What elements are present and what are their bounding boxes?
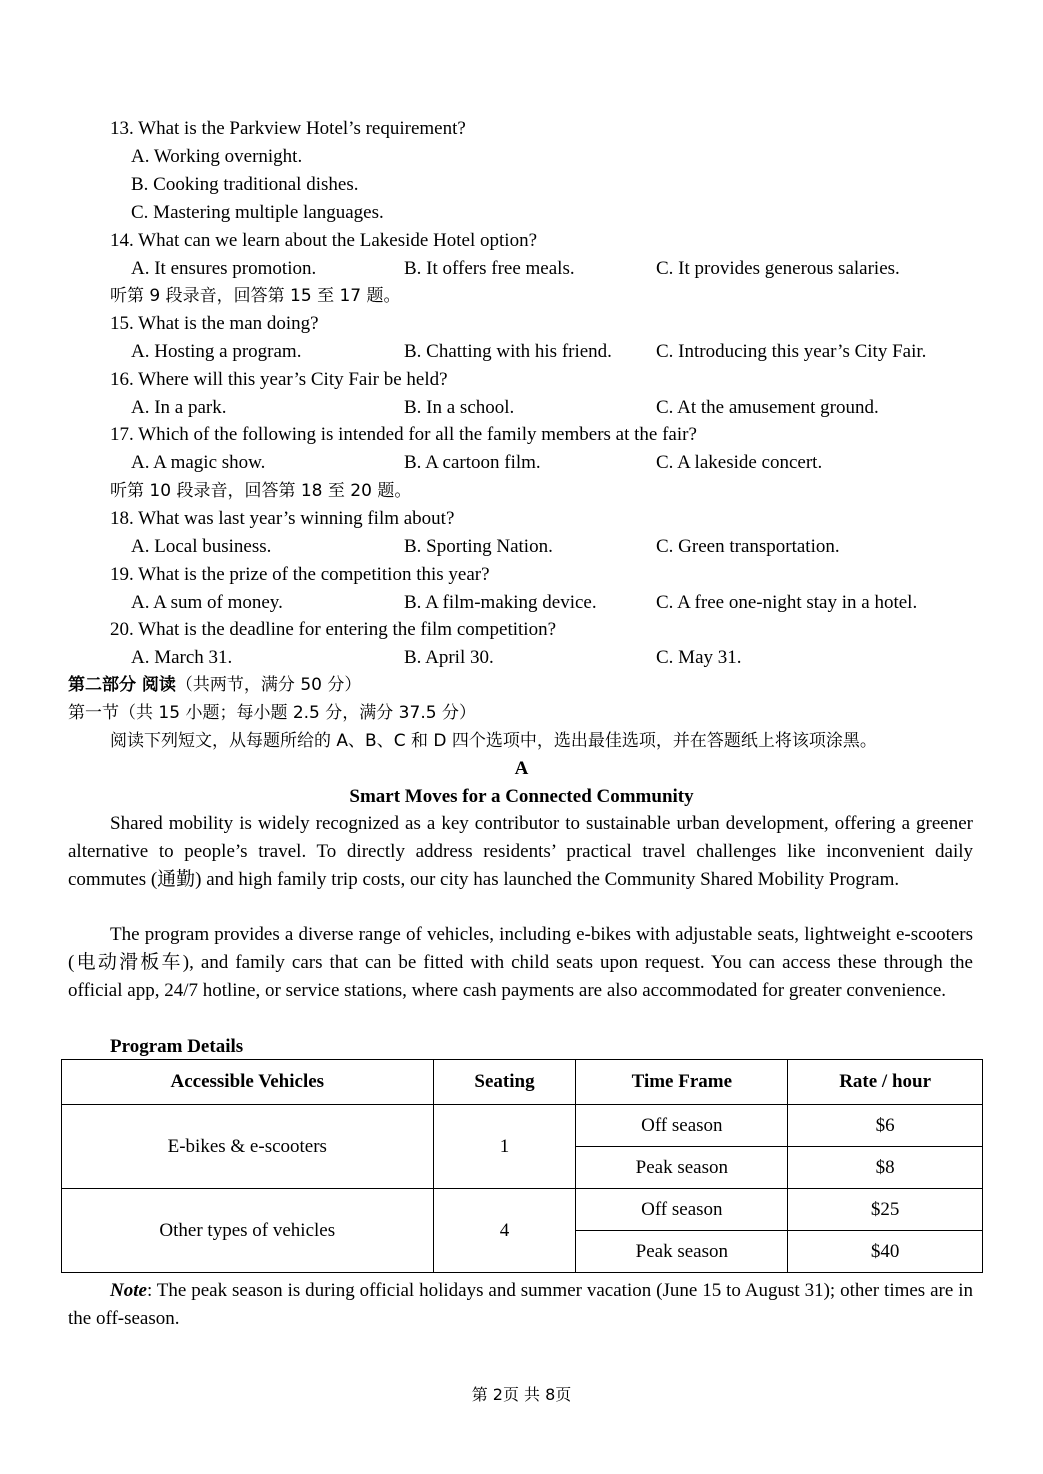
option-19a: A. A sum of money. [131, 592, 283, 613]
option-14b: B. It offers free meals. [404, 258, 575, 279]
program-details-table [61, 1059, 983, 1273]
option-20a: A. March 31. [131, 647, 233, 668]
seating-cell: 4 [433, 1189, 576, 1273]
option-20c: C. May 31. [656, 647, 742, 668]
option-13c: C. Mastering multiple languages. [131, 202, 384, 223]
option-18b: B. Sporting Nation. [404, 536, 553, 557]
option-16a: A. In a park. [131, 397, 227, 418]
section-10-instruction: 听第 10 段录音，回答第 18 至 20 题。 [110, 481, 412, 501]
rate-cell: $6 [788, 1105, 983, 1147]
table-row [62, 1105, 983, 1147]
option-15a: A. Hosting a program. [131, 341, 302, 362]
question-15: 15. What is the man doing? [110, 313, 319, 334]
page-footer: 第 2页 共 8页 [471, 1385, 572, 1404]
note-text: : The peak season is during official holidays and summer vacation (June 15 to August 31); other times are in the off-season. [68, 1280, 973, 1329]
question-14: 14. What can we learn about the Lakeside Hotel option? [110, 230, 537, 251]
part-2-heading-bold: 第二部分 阅读 [68, 675, 176, 695]
header-accessible-vehicles: Accessible Vehicles [62, 1060, 434, 1105]
vehicle-cell: Other types of vehicles [62, 1189, 434, 1273]
rate-cell: $40 [788, 1231, 983, 1273]
header-seating: Seating [433, 1060, 576, 1105]
time-frame-cell: Peak season [576, 1147, 788, 1189]
option-15b: B. Chatting with his friend. [404, 341, 612, 362]
note-label: Note [110, 1280, 147, 1301]
header-time-frame: Time Frame [576, 1060, 788, 1105]
option-15c: C. Introducing this year’s City Fair. [656, 341, 927, 362]
program-details-label: Program Details [110, 1036, 244, 1057]
option-17c: C. A lakeside concert. [656, 452, 823, 473]
table-header-row [62, 1060, 983, 1105]
section-9-instruction: 听第 9 段录音，回答第 15 至 17 题。 [110, 286, 401, 306]
time-frame-cell: Off season [576, 1189, 788, 1231]
option-20b: B. April 30. [404, 647, 494, 668]
option-14c: C. It provides generous salaries. [656, 258, 900, 279]
passage-note [68, 1277, 973, 1333]
option-19b: B. A film-making device. [404, 592, 597, 613]
option-16c: C. At the amusement ground. [656, 397, 879, 418]
question-20: 20. What is the deadline for entering the film competition? [110, 619, 557, 640]
section-1-heading: 第一节（共 15 小题；每小题 2.5 分，满分 37.5 分） [68, 703, 476, 723]
header-rate-per-hour: Rate / hour [788, 1060, 983, 1105]
reading-instruction: 阅读下列短文，从每题所给的 A、B、C 和 D 四个选项中，选出最佳选项，并在答题纸上将该项涂黑。 [110, 731, 877, 751]
vehicle-cell: E-bikes & e-scooters [62, 1105, 434, 1189]
seating-cell: 1 [433, 1105, 576, 1189]
part-2-heading [68, 674, 361, 696]
passage-title: Smart Moves for a Connected Community [349, 786, 694, 807]
option-19c: C. A free one-night stay in a hotel. [656, 592, 918, 613]
option-14a: A. It ensures promotion. [131, 258, 317, 279]
rate-cell: $8 [788, 1147, 983, 1189]
passage-paragraph-1: Shared mobility is widely recognized as a key contributor to sustainable urban development, offering a greener alternative to people’s travel. To directly address residents’ practical travel challenges like inconvenient daily commutes (通勤) and high family trip costs, our city has launched the Community Shared Mobility Program. [68, 813, 973, 890]
question-16: 16. Where will this year’s City Fair be held? [110, 369, 448, 390]
rate-cell: $25 [788, 1189, 983, 1231]
option-18c: C. Green transportation. [656, 536, 840, 557]
question-13: 13. What is the Parkview Hotel’s requirement? [110, 118, 466, 139]
option-16b: B. In a school. [404, 397, 515, 418]
time-frame-cell: Peak season [576, 1231, 788, 1273]
passage-paragraph-2: The program provides a diverse range of vehicles, including e-bikes with adjustable seats, lightweight e-scooters (电动滑板车), and family cars that can be fitted with child seats upon request. You can access these through the official app, 24/7 hotline, or service stations, where cash payments are also accommodated for greater convenience. [68, 924, 973, 1001]
option-17b: B. A cartoon film. [404, 452, 541, 473]
table-row [62, 1189, 983, 1231]
option-17a: A. A magic show. [131, 452, 266, 473]
option-18a: A. Local business. [131, 536, 272, 557]
time-frame-cell: Off season [576, 1105, 788, 1147]
question-18: 18. What was last year’s winning film about? [110, 508, 455, 529]
question-17: 17. Which of the following is intended for all the family members at the fair? [110, 424, 697, 445]
part-2-heading-rest: （共两节，满分 50 分） [175, 675, 362, 695]
option-13b: B. Cooking traditional dishes. [131, 174, 359, 195]
passage-letter: A [514, 758, 529, 779]
option-13a: A. Working overnight. [131, 146, 303, 167]
question-19: 19. What is the prize of the competition this year? [110, 564, 490, 585]
